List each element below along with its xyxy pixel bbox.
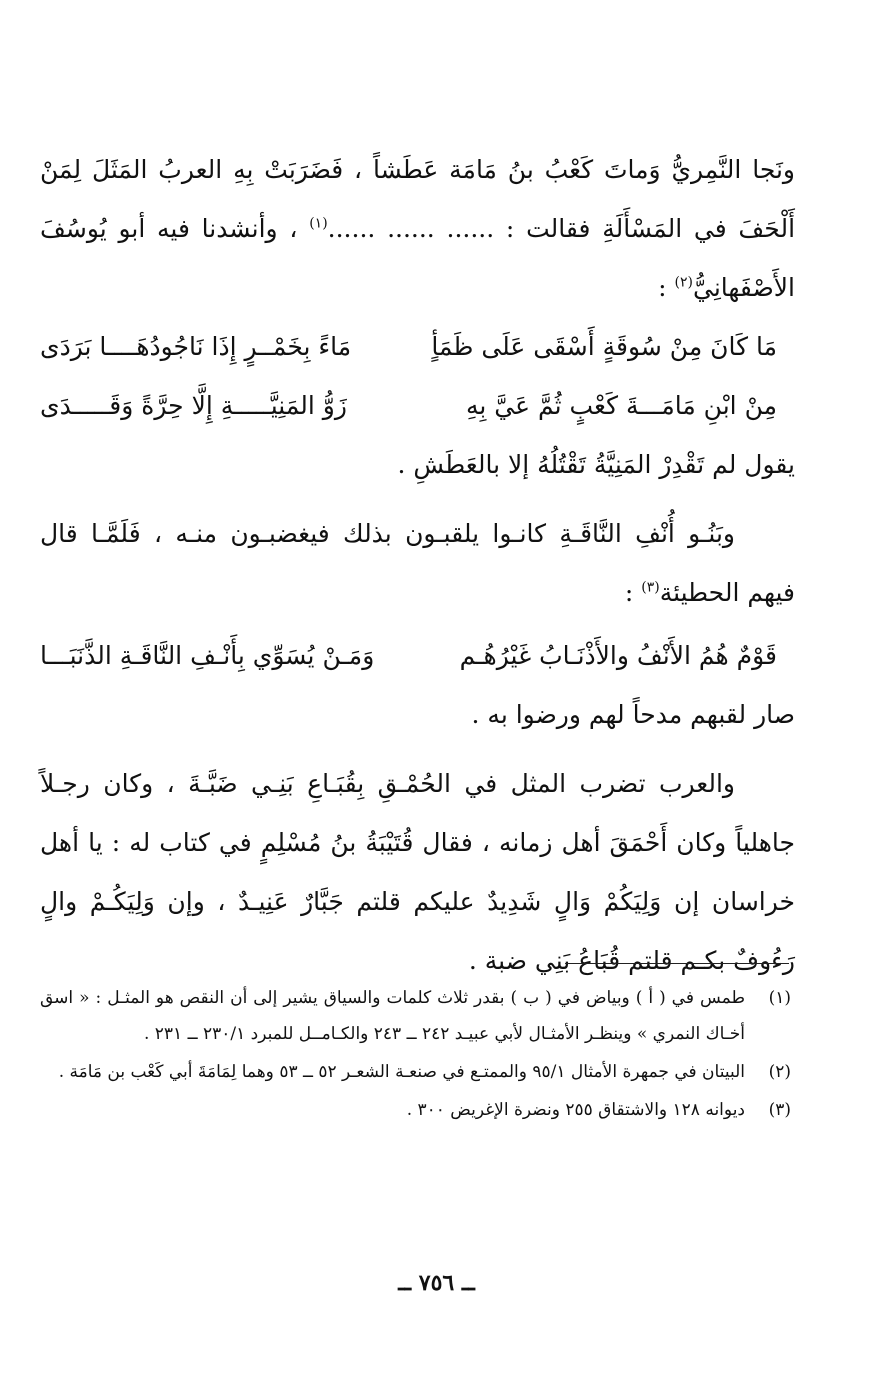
footnote-3 — [40, 1092, 791, 1128]
footnote-ref-3: (٣) — [641, 579, 660, 596]
footnote-1-number: (١) — [768, 988, 791, 1008]
footnote-3-number: (٣) — [768, 1100, 791, 1120]
verse-line-1 — [40, 317, 795, 376]
verse-1-second-hemistich: مَاءً بِخَمْــرٍ إِذَا نَاجُودُهَــــا بَرَدَى — [40, 332, 352, 361]
page-number: ــ ٧٥٦ ــ — [398, 1270, 475, 1296]
verse-3-first-hemistich: قَوْمٌ هُمُ الأَنْفُ والأَذْنَـابُ غَيْرُهُـم — [459, 641, 777, 670]
paragraph-3-text: وبَنُـو أُنْفِ النَّاقَـةِ كانـوا يلقبـون بذلك فيغضبـون منـه ، فَلَمَّـا قال فيهم الحطيئة — [40, 519, 795, 607]
footnote-2 — [40, 1054, 791, 1090]
footnote-2-text: البيتان في جمهرة الأمثال ٩٥/١ والممتـع في صنعـة الشعـر ٥٢ ــ ٥٣ وهما لِمَامَةَ أبي كَعْب بن مَامَة . — [58, 1062, 745, 1082]
paragraph-1-colon: : — [658, 273, 667, 302]
footnote-1-text: طمس في ( أ ) وبياض في ( ب ) بقدر ثلاث كلمات والسياق يشير إلى أن النقص هو المثـل : « اسق أخـاك النمري » وينظـر الأمثـال لأبي عبيـد ٢٤٢ ــ ٢٤٣ والكـامــل للمبرد ٢٣٠/١ ــ ٢٣١ . — [40, 988, 745, 1044]
page-body — [40, 140, 795, 990]
paragraph-1-continuation: ، وأنشدنا فيه أبو يُوسُفَ الأَصْفَهانِيُّ — [40, 214, 795, 302]
footnote-ref-2: (٢) — [674, 274, 693, 291]
verse-2-first-hemistich: مِنْ ابْنِ مَامَـــةَ كَعْبٍ ثُمَّ عَيَّ بِهِ — [465, 391, 777, 420]
verse-1-first-hemistich: مَا كَانَ مِنْ سُوقَةٍ أَسْقَى عَلَى ظَمَأٍ — [431, 332, 777, 361]
paragraph-3-colon: : — [624, 578, 634, 607]
footnote-1 — [40, 980, 791, 1052]
footnote-2-number: (٢) — [768, 1062, 791, 1082]
paragraph-4: صار لقبهم مدحاً لهم ورضوا به . — [471, 700, 795, 729]
verse-2-second-hemistich: زَوُّ المَنِيَّـــــةِ إِلَّا حِرَّةً وَقَـــــدَى — [40, 391, 347, 420]
paragraph-5: والعرب تضرب المثل في الحُمْـقِ بِقُبَـاعِ بَنِـي ضَبَّـةَ ، وكان رجـلاً جاهلياً وكان أَحْمَقَ أهل زمانه ، فقال قُتَيْبَةُ بنُ مُسْلِمٍ في كتاب له : يا أهل خراسان إن وَلِيَكُمْ وَالٍ شَدِيدٌ عليكم قلتم جَبَّارٌ عَنِيـدٌ ، وإن وَلِيَكُـمْ والٍ رَءُوفٌ بكـم قلتم قُبَاعُ بَنِي ضبة . — [40, 769, 795, 975]
footnote-ref-1: (١) — [309, 215, 328, 232]
paragraph-1 — [40, 140, 795, 317]
verse-3-second-hemistich: وَمَـنْ يُسَوِّي بِأَنْـفِ النَّاقَـةِ الذَّنَبَـــا — [40, 641, 375, 670]
footnote-separator — [565, 963, 789, 964]
verse-line-2 — [40, 376, 795, 435]
footnotes — [40, 980, 791, 1130]
verse-line-3 — [40, 626, 795, 685]
paragraph-2: يقول لم تَقْدِرْ المَنِيَّةُ تَقْتُلُهُ إلا بالعَطَشِ . — [397, 450, 795, 479]
paragraph-1-text: ونَجا النَّمِريُّ وَماتَ كَعْبُ بنُ مَامَة عَطَشاً ، فَضَرَبَتْ بِهِ العربُ المَثَلَ لِمَنْ أَلْحَفَ في المَسْأَلَةِ فقالت : ...... ...... ...... — [40, 155, 796, 243]
footnote-3-text: ديوانه ١٢٨ والاشتقاق ٢٥٥ ونضرة الإغريض ٣٠٠ . — [406, 1100, 745, 1120]
paragraph-3 — [40, 504, 795, 622]
